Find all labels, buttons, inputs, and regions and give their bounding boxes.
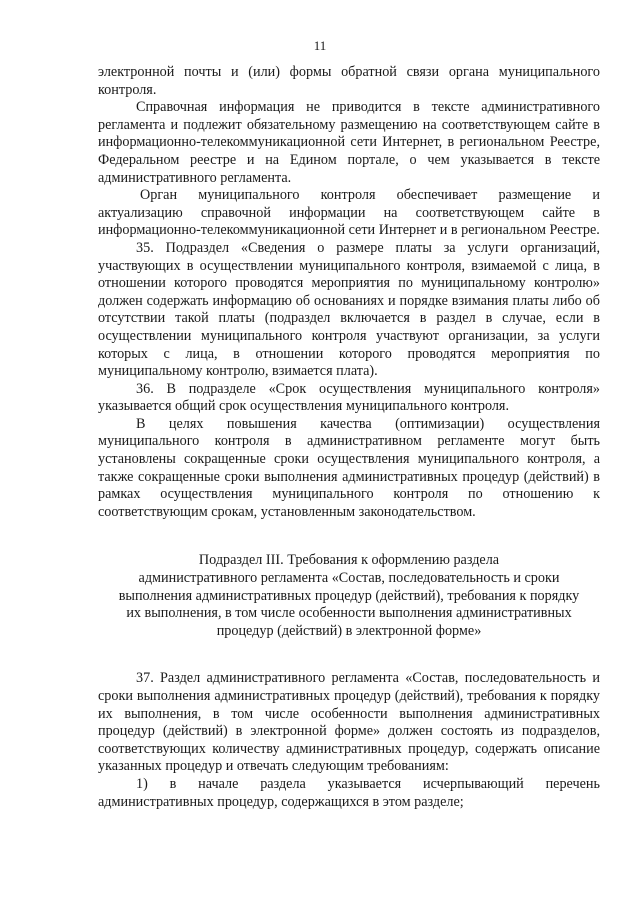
document-body (98, 64, 600, 811)
page-number: 11 (313, 38, 327, 53)
heading-line: Подраздел III. Требования к оформлению раздела (198, 552, 500, 569)
heading-line: административного регламента «Состав, последовательность и сроки (138, 570, 560, 587)
paragraph-optimization: В целях повышения качества (оптимизации) осуществления муниципального контроля в административном регламенте могут быть установлены сокращенные сроки осуществления муниципального контроля, а также сокращенные сроки выполнения административных процедур (действий) в рамках осуществления муниципального контроля по отношению к соответствующим срокам, установленным законодательством. (98, 415, 600, 520)
paragraph-item-36: 36. В подразделе «Срок осуществления муниципального контроля» указывается общий срок осуществления муниципального контроля. (98, 380, 600, 415)
heading-line: процедур (действий) в электронной форме» (216, 622, 482, 639)
paragraph-reference-info: Справочная информация не приводится в тексте административного регламента и подлежит обязательному размещению на соответствующем сайте в информационно-телекоммуникационной сети Интернет, в региональном Реестре, Федеральном реестре и на Едином портале, о чем указывается в тексте административного регламента. (98, 99, 600, 186)
paragraph-subitem-1: 1) в начале раздела указывается исчерпывающий перечень административных процедур, содержащихся в этом разделе; (98, 775, 600, 810)
heading-line: выполнения административных процедур (действий), требования к порядку (118, 587, 580, 604)
paragraph-item-37: 37. Раздел административного регламента «Состав, последовательность и сроки выполнения административных процедур (действий), требования к порядку их выполнения, в том числе особенности выполнения административных процедур (действий) в электронной форме» должен состоять из подразделов, соответствующих количеству административных процедур, содержать описание указанных процедур и отвечать следующим требованиям: (98, 670, 600, 775)
paragraph-item-35: 35. Подраздел «Сведения о размере платы за услуги организаций, участвующих в осуществлении муниципального контроля, взимаемой с лица, в отношении которого проводятся мероприятия по муниципальному контролю» должен содержать информацию об основаниях и порядке взимания платы либо об отсутствии такой платы (подраздел включается в раздел в случае, если в осуществлении муниципального контроля участвуют организации, за услуги которых с лица, в отношении которого проводятся мероприятия по муниципальному контролю, взимается плата). (98, 239, 600, 380)
section-heading (98, 552, 600, 640)
paragraph-continuation: электронной почты и (или) формы обратной связи органа муниципального контроля. (98, 64, 600, 98)
heading-line: их выполнения, в том числе особенности выполнения административных (126, 605, 572, 622)
paragraph-authority: Орган муниципального контроля обеспечивает размещение и актуализацию справочной информации на соответствующем сайте в информационно-телекоммуникационной сети Интернет и в региональном Реестре. (98, 187, 600, 239)
